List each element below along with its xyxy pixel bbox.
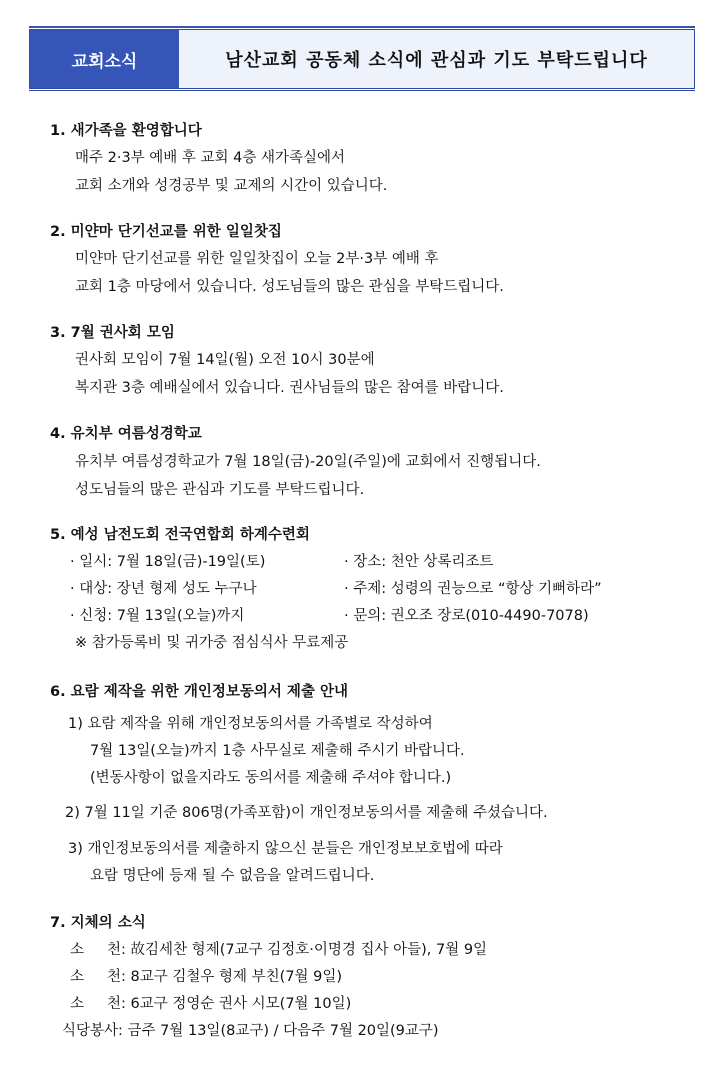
- section-5-left-item: · 대상: 장년 형제 성도 누구나: [70, 581, 257, 597]
- header-tag: 교회소식: [30, 30, 179, 88]
- section-5-right-item: · 장소: 천안 상록리조트: [344, 554, 494, 570]
- section-6-line: (변동사항이 없을지라도 동의서를 제출해 주셔야 합니다.): [90, 770, 452, 786]
- section-5-note: ※ 참가등록비 및 귀가중 점심식사 무료제공: [75, 635, 349, 651]
- section-2-title: 2. 미얀마 단기선교를 위한 일일찻집: [50, 224, 282, 240]
- section-1-line: 교회 소개와 성경공부 및 교제의 시간이 있습니다.: [75, 178, 388, 194]
- section-5-right-item: · 주제: 성령의 권능으로 “항상 기뻐하라”: [344, 581, 602, 597]
- section-5-left-item: · 신청: 7월 13일(오늘)까지: [70, 608, 245, 624]
- section-4-line: 유치부 여름성경학교가 7월 18일(금)-20일(주일)에 교회에서 진행됩니다.: [75, 454, 541, 470]
- section-2-line: 교회 1층 마당에서 있습니다. 성도님들의 많은 관심을 부탁드립니다.: [75, 279, 504, 295]
- header-bottom-rule: [29, 90, 695, 91]
- section-7-title: 7. 지체의 소식: [50, 915, 146, 931]
- header-top-rule: [29, 26, 695, 28]
- section-6-line: 7월 13일(오늘)까지 1층 사무실로 제출해 주시기 바랍니다.: [90, 743, 465, 759]
- section-5-right-item: · 문의: 권오조 장로(010-4490-7078): [344, 608, 589, 624]
- section-6-line: 요람 명단에 등재 될 수 없음을 알려드립니다.: [90, 868, 375, 884]
- section-4-title: 4. 유치부 여름성경학교: [50, 426, 202, 442]
- section-2-line: 미얀마 단기선교를 위한 일일찻집이 오늘 2부·3부 예배 후: [75, 251, 439, 267]
- page-title: 남산교회 공동체 소식에 관심과 기도 부탁드립니다: [225, 50, 648, 71]
- section-5-left-item: · 일시: 7월 18일(금)-19일(토): [70, 554, 266, 570]
- section-7-line: 소 천: 故김세찬 형제(7교구 김정호·이명경 집사 아들), 7월 9일: [70, 942, 488, 958]
- section-3-line: 복지관 3층 예배실에서 있습니다. 권사님들의 많은 참여를 바랍니다.: [75, 380, 504, 396]
- section-6-line: 3) 개인정보동의서를 제출하지 않으신 분들은 개인정보보호법에 따라: [68, 841, 503, 857]
- page-header: [29, 29, 695, 89]
- section-1-line: 매주 2·3부 예배 후 교회 4층 새가족실에서: [75, 150, 346, 166]
- section-6-title: 6. 요람 제작을 위한 개인정보동의서 제출 안내: [50, 684, 349, 700]
- section-7-line: 소 천: 6교구 정영순 권사 시모(7월 10일): [70, 996, 352, 1012]
- section-4-line: 성도님들의 많은 관심과 기도를 부탁드립니다.: [75, 482, 365, 498]
- section-6-line: 1) 요람 제작을 위해 개인정보동의서를 가족별로 작성하여: [68, 716, 433, 732]
- section-6-line: 2) 7월 11일 기준 806명(가족포함)이 개인정보동의서를 제출해 주셨습니다.: [65, 805, 548, 821]
- section-1-title: 1. 새가족을 환영합니다: [50, 123, 202, 139]
- section-3-line: 권사회 모임이 7월 14일(월) 오전 10시 30분에: [75, 352, 375, 368]
- section-5-title: 5. 예성 남전도회 전국연합회 하계수련회: [50, 527, 310, 543]
- section-7-line: 소 천: 8교구 김철우 형제 부친(7월 9일): [70, 969, 343, 985]
- section-3-title: 3. 7월 권사회 모임: [50, 325, 175, 341]
- section-7-line: 식당봉사: 금주 7월 13일(8교구) / 다음주 7월 20일(9교구): [62, 1023, 439, 1039]
